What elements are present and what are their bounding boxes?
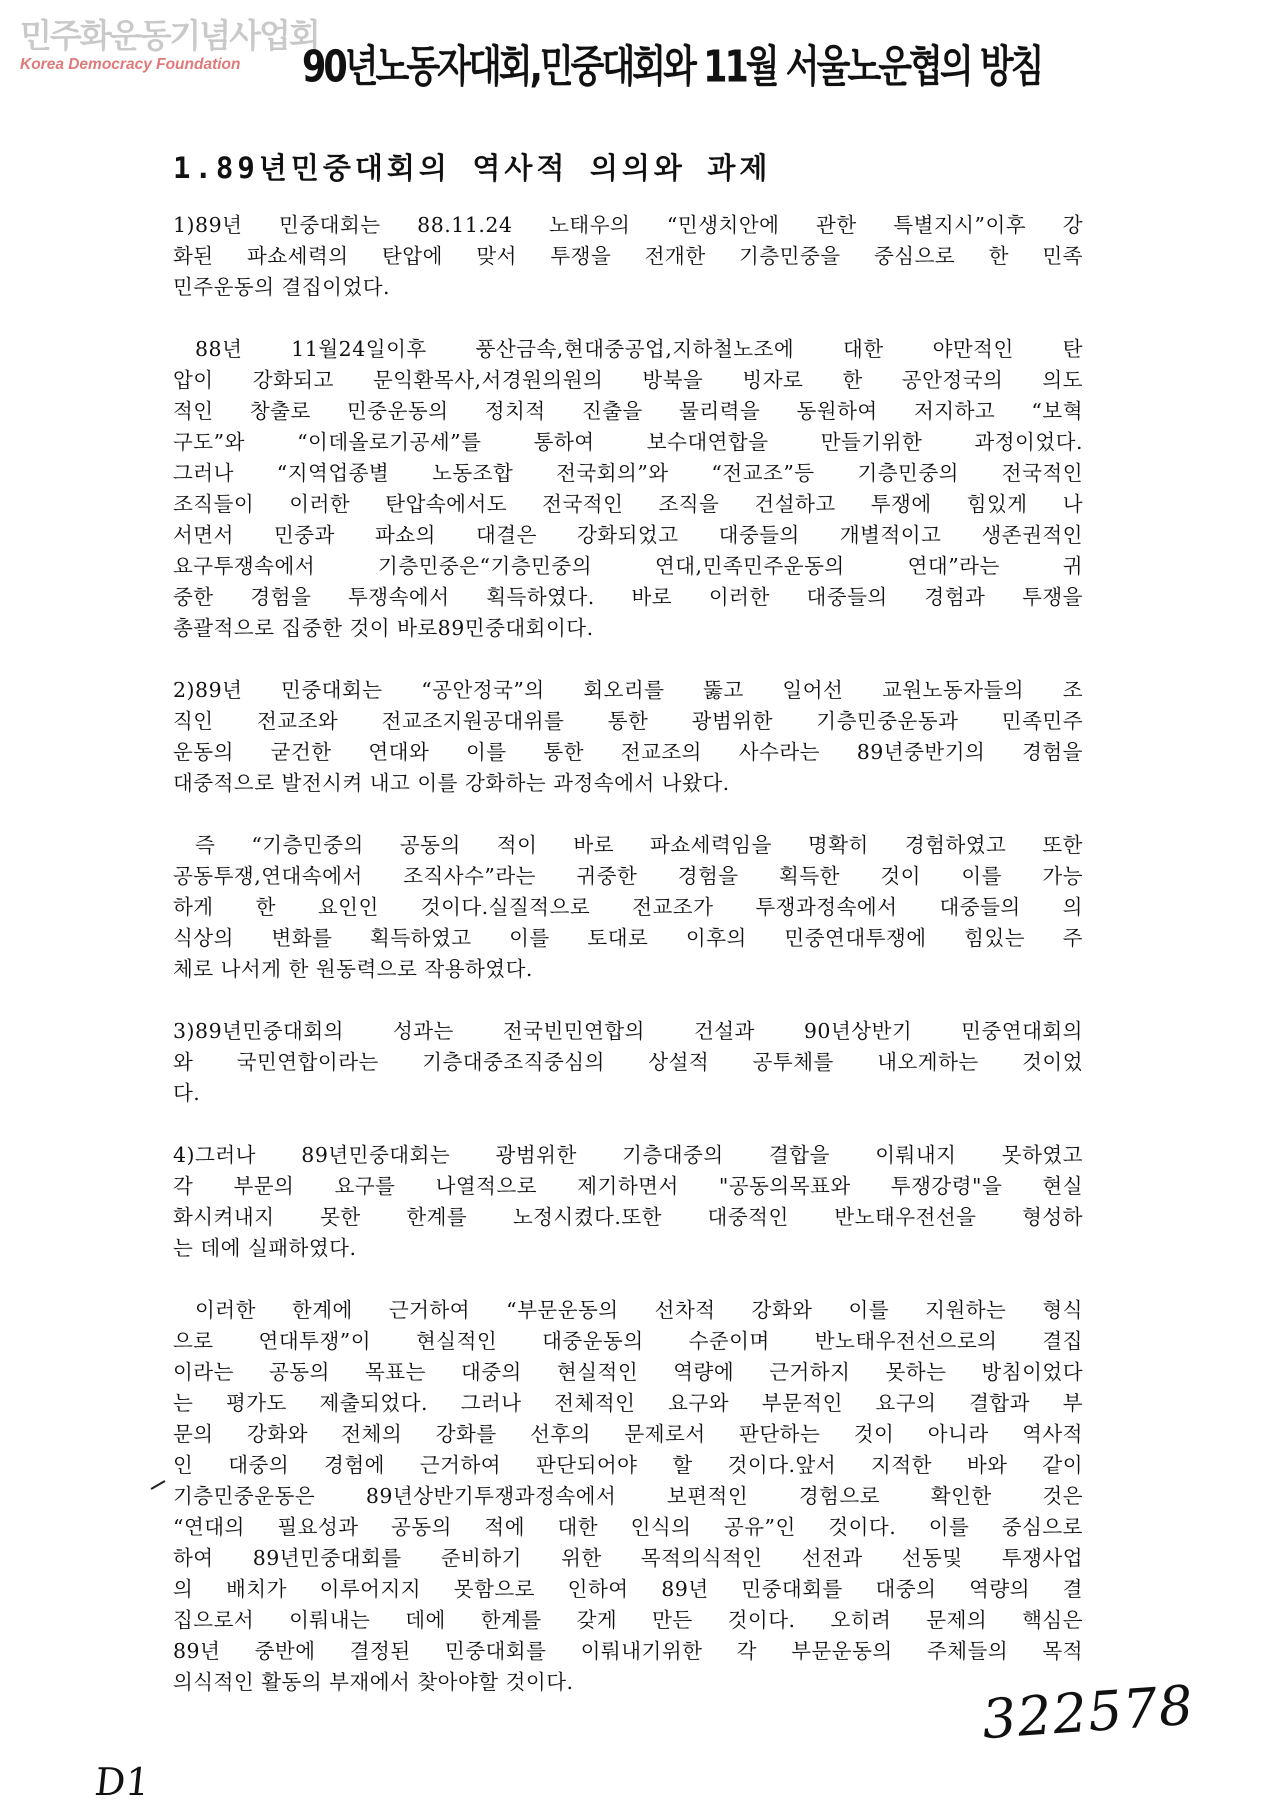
watermark-korean-text: 민주화운동기념사업회	[20, 16, 319, 55]
text-line: 요구투쟁속에서 기층민중은“기층민중의 연대,민족민주운동의 연대”라는 귀	[173, 554, 1083, 578]
handwritten-page-mark: D1	[92, 1760, 152, 1804]
text-line: 하여 89년민중대회를 준비하기 위한 목적의식적인 선전과 선동및 투쟁사업	[173, 1546, 1083, 1570]
text-line: 의식적인 활동의 부재에서 찾아야할 것이다.	[173, 1670, 574, 1694]
text-line: 이라는 공동의 목표는 대중의 현실적인 역량에 근거하지 못하는 방침이었다	[173, 1360, 1083, 1384]
text-line: 중한 경험을 투쟁속에서 획득하였다. 바로 이러한 대중들의 경험과 투쟁을	[173, 585, 1083, 609]
text-line: 민주운동의 결집이었다.	[173, 275, 391, 299]
text-line: 각 부문의 요구를 나열적으로 제기하면서 "공동의목표와 투쟁강령"을 현실	[173, 1174, 1083, 1198]
text-line: 으로 연대투쟁”이 현실적인 대중운동의 수준이며 반노태우전선으로의 결집	[173, 1329, 1083, 1353]
paragraph	[173, 210, 1083, 303]
text-line: 대중적으로 발전시켜 내고 이를 강화하는 과정속에서 나왔다.	[173, 771, 730, 795]
text-line: 체로 나서게 한 원동력으로 작용하였다.	[173, 957, 533, 981]
text-line: “연대의 필요성과 공동의 적에 대한 인식의 공유”인 것이다. 이를 중심으로	[173, 1515, 1083, 1539]
text-line: 즉 “기층민중의 공동의 적이 바로 파쇼세력임을 명확히 경험하였고 또한	[195, 833, 1083, 857]
watermark-english-text: Korea Democracy Foundation	[20, 56, 241, 73]
text-line: 는 데에 실패하였다.	[173, 1236, 357, 1260]
text-line: 3)89년민중대회의 성과는 전국빈민연합의 건설과 90년상반기 민중연대회의	[173, 1019, 1083, 1043]
pen-tick-mark	[151, 1480, 166, 1490]
text-line: 집으로서 이뤄내는 데에 한계를 갖게 만든 것이다. 오히려 문제의 핵심은	[173, 1608, 1083, 1632]
paragraph	[173, 830, 1083, 985]
document-body	[173, 210, 1083, 1729]
text-line: 4)그러나 89년민중대회는 광범위한 기층대중의 결합을 이뤄내지 못하였고	[173, 1143, 1083, 1167]
document-title: 90년노동자대회,민중대회와 11월 서울노운협의 방침	[302, 42, 1042, 93]
text-line: 문의 강화와 전체의 강화를 선후의 문제로서 판단하는 것이 아니라 역사적	[173, 1422, 1083, 1446]
text-line: 구도”와 “이데올로기공세”를 통하여 보수대연합을 만들기위한 과정이었다.	[173, 430, 1083, 454]
text-line: 2)89년 민중대회는 “공안정국”의 회오리를 뚫고 일어선 교원노동자들의 조	[173, 678, 1083, 702]
text-line: 조직들이 이러한 탄압속에서도 전국적인 조직을 건설하고 투쟁에 힘있게 나	[173, 492, 1083, 516]
paragraph	[173, 1016, 1083, 1109]
paragraph	[173, 675, 1083, 799]
text-line: 기층민중운동은 89년상반기투쟁과정속에서 보편적인 경험으로 확인한 것은	[173, 1484, 1083, 1508]
text-line: 1)89년 민중대회는 88.11.24 노태우의 “민생치안에 관한 특별지시”이후 강	[173, 213, 1083, 237]
text-line: 88년 11월24일이후 풍산금속,현대중공업,지하철노조에 대한 야만적인 탄	[195, 337, 1083, 361]
handwritten-document-number: 322578	[978, 1673, 1197, 1752]
text-line: 의 배치가 이루어지지 못함으로 인하여 89년 민중대회를 대중의 역량의 결	[173, 1577, 1083, 1601]
text-line: 는 평가도 제출되었다. 그러나 전체적인 요구와 부문적인 요구의 결합과 부	[173, 1391, 1083, 1415]
text-line: 총괄적으로 집중한 것이 바로89민중대회이다.	[173, 616, 594, 640]
text-line: 운동의 굳건한 연대와 이를 통한 전교조의 사수라는 89년중반기의 경험을	[173, 740, 1083, 764]
text-line: 공동투쟁,연대속에서 조직사수”라는 귀중한 경험을 획득한 것이 이를 가능	[173, 864, 1083, 888]
text-line: 그러나 “지역업종별 노동조합 전국회의”와 “전교조”등 기층민중의 전국적인	[173, 461, 1083, 485]
text-line: 다.	[173, 1081, 201, 1105]
paragraph	[173, 1295, 1083, 1698]
text-line: 적인 창출로 민중운동의 정치적 진출을 물리력을 동원하여 저지하고 “보혁	[173, 399, 1083, 423]
section-heading: 1.89년민중대회의 역사적 의의와 과제	[173, 151, 772, 185]
text-line: 화된 파쇼세력의 탄압에 맞서 투쟁을 전개한 기층민중을 중심으로 한 민족	[173, 244, 1083, 268]
foundation-watermark	[20, 16, 319, 74]
text-line: 이러한 한계에 근거하여 “부문운동의 선차적 강화와 이를 지원하는 형식	[195, 1298, 1083, 1322]
paragraph	[173, 334, 1083, 644]
text-line: 직인 전교조와 전교조지원공대위를 통한 광범위한 기층민중운동과 민족민주	[173, 709, 1083, 733]
text-line: 화시켜내지 못한 한계를 노정시켰다.또한 대중적인 반노태우전선을 형성하	[173, 1205, 1083, 1229]
text-line: 89년 중반에 결정된 민중대회를 이뤄내기위한 각 부문운동의 주체들의 목적	[173, 1639, 1083, 1663]
text-line: 식상의 변화를 획득하였고 이를 토대로 이후의 민중연대투쟁에 힘있는 주	[173, 926, 1083, 950]
text-line: 하게 한 요인인 것이다.실질적으로 전교조가 투쟁과정속에서 대중들의 의	[173, 895, 1083, 919]
paragraph	[173, 1140, 1083, 1264]
text-line: 압이 강화되고 문익환목사,서경원의원의 방북을 빙자로 한 공안정국의 의도	[173, 368, 1083, 392]
text-line: 인 대중의 경험에 근거하여 판단되어야 할 것이다.앞서 지적한 바와 같이	[173, 1453, 1083, 1477]
text-line: 서면서 민중과 파쇼의 대결은 강화되었고 대중들의 개별적이고 생존권적인	[173, 523, 1083, 547]
text-line: 와 국민연합이라는 기층대중조직중심의 상설적 공투체를 내오게하는 것이었	[173, 1050, 1083, 1074]
